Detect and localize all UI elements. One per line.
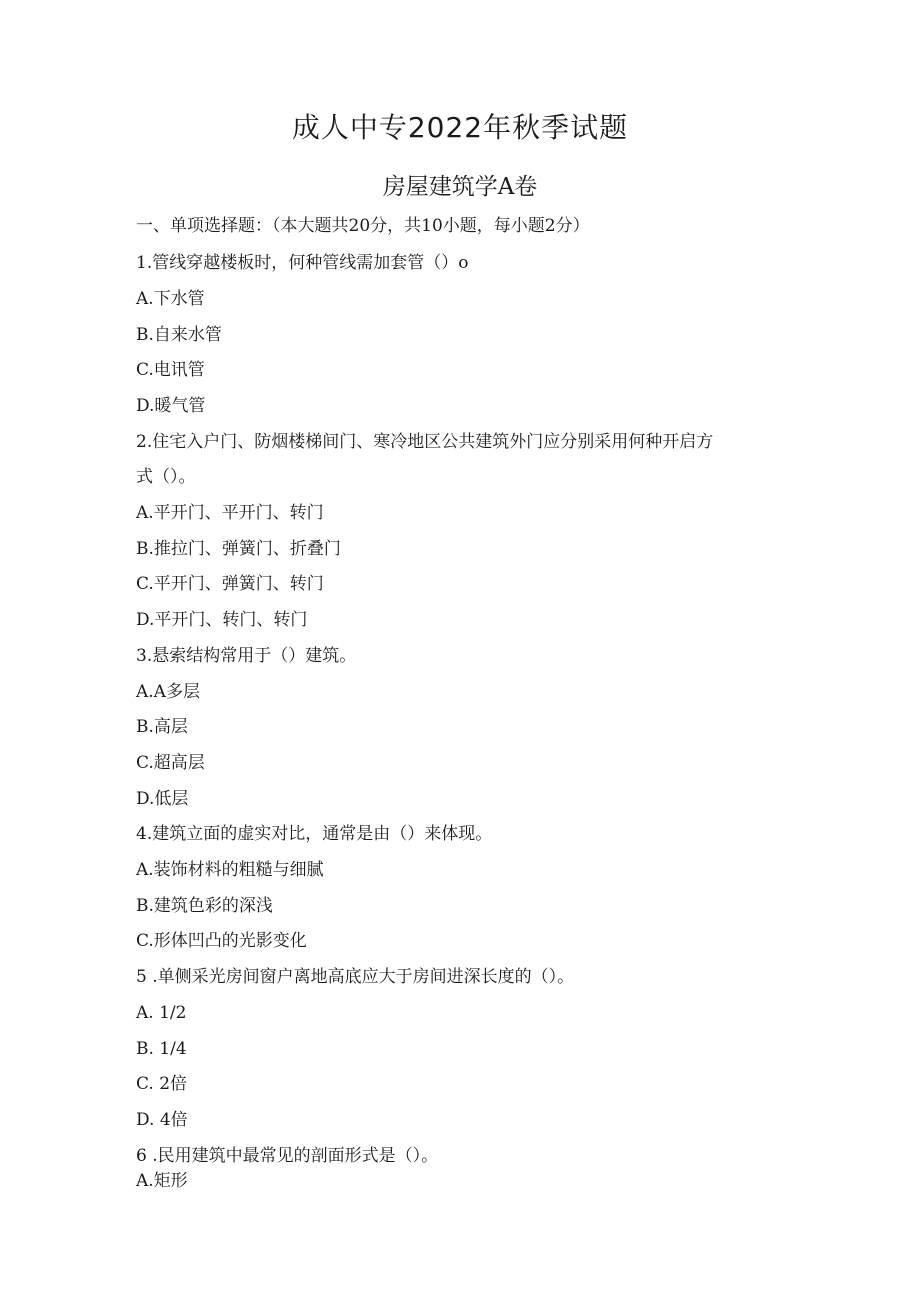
question-stem-2-continued: 式（）。 <box>136 467 196 487</box>
question-stem-3: 3.悬索结构常用于（）建筑。 <box>136 646 357 666</box>
question-3-option-a: A.A多层 <box>136 682 200 702</box>
question-5-option-d: D. 4倍 <box>136 1110 188 1130</box>
question-stem-6: 6 .民用建筑中最常见的剖面形式是（）。 <box>136 1146 439 1166</box>
question-4-option-c: C.形体凹凸的光影变化 <box>136 931 307 951</box>
question-6-option-a: A.矩形 <box>136 1171 188 1191</box>
question-2-option-b: B.推拉门、弹簧门、折叠门 <box>136 539 341 559</box>
section-heading: 一、单项选择题：（本大题共20分，共10小题，每小题2分） <box>136 216 590 236</box>
question-1-option-c: C.电讯管 <box>136 360 205 380</box>
question-5-option-a: A. 1/2 <box>136 1003 187 1023</box>
question-2-option-d: D.平开门、转门、转门 <box>136 610 308 630</box>
question-stem-2: 2.住宅入户门、防烟楼梯间门、寒冷地区公共建筑外门应分别采用何种开启方 <box>136 432 714 452</box>
question-4-option-b: B.建筑色彩的深浅 <box>136 896 273 916</box>
question-5-option-c: C. 2倍 <box>136 1074 188 1094</box>
question-stem-5: 5 .单侧采光房间窗户离地高底应大于房间进深长度的（）。 <box>136 967 575 987</box>
question-1-option-d: D.暖气管 <box>136 396 206 416</box>
question-1-option-a: A.下水管 <box>136 289 205 309</box>
question-2-option-c: C.平开门、弹簧门、转门 <box>136 574 324 594</box>
document-subtitle: 房屋建筑学A卷 <box>382 174 538 200</box>
question-1-option-b: B.自来水管 <box>136 325 222 345</box>
document-title: 成人中专2022年秋季试题 <box>291 111 629 144</box>
question-stem-4: 4.建筑立面的虚实对比，通常是由（）来体现。 <box>136 824 493 844</box>
question-3-option-c: C.超高层 <box>136 753 205 773</box>
question-4-option-a: A.装饰材料的粗糙与细腻 <box>136 860 324 880</box>
question-stem-1: 1.管线穿越楼板时，何种管线需加套管（）o <box>136 253 469 273</box>
question-3-option-b: B.高层 <box>136 717 188 737</box>
question-3-option-d: D.低层 <box>136 789 189 809</box>
question-2-option-a: A.平开门、平开门、转门 <box>136 503 324 523</box>
question-5-option-b: B. 1/4 <box>136 1039 187 1059</box>
